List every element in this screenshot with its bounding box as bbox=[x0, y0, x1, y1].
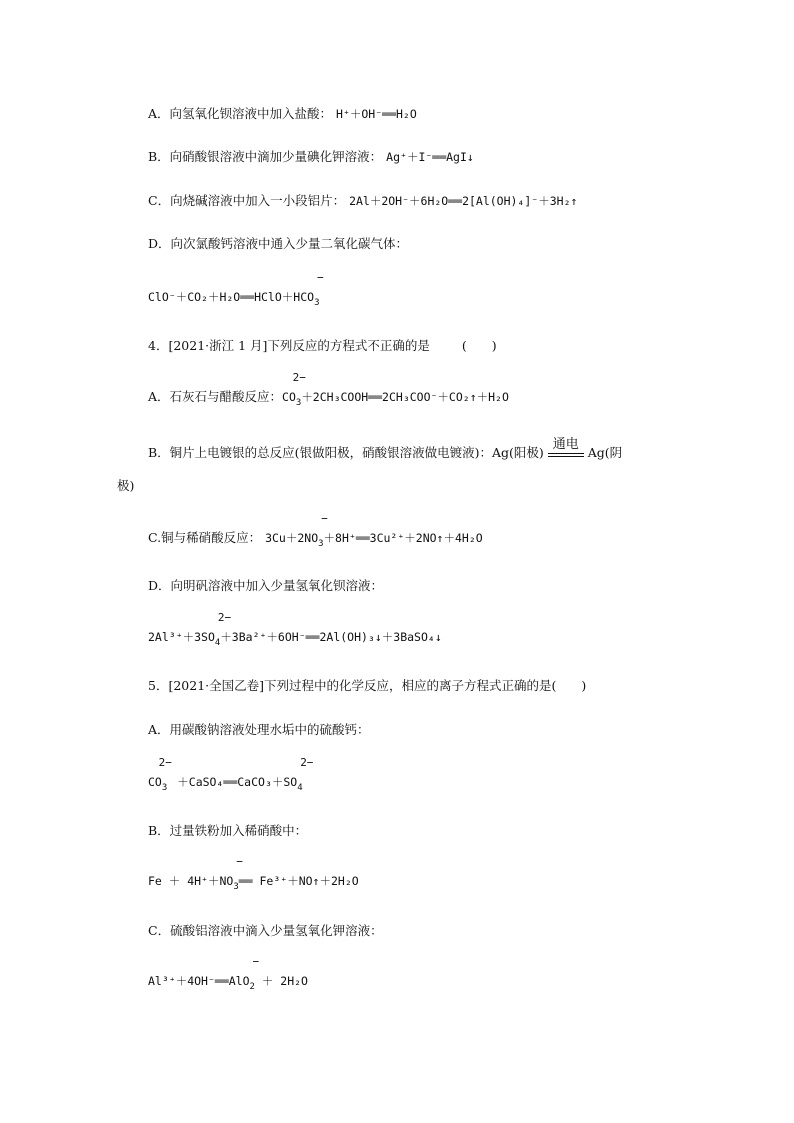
q5-c-charge: − bbox=[252, 955, 260, 968]
q4-d-eq2: ＋3Ba²⁺＋6OH⁻══2Al(OH)₃↓＋3BaSO₄↓ bbox=[220, 630, 442, 644]
option-a-equation: H⁺＋OH⁻══H₂O bbox=[336, 107, 417, 121]
option-d-line bbox=[148, 234, 408, 254]
q5-a-label: A．用碳酸钠溶液处理水垢中的硫酸钙： bbox=[148, 722, 370, 737]
q5-b-subscript: 3 bbox=[233, 882, 239, 892]
q4-c-label: C.铜与稀硝酸反应： bbox=[148, 530, 262, 545]
q5-a-subscript: 3 bbox=[161, 783, 168, 793]
q4-d-so4-ion bbox=[214, 611, 232, 649]
q4-c-eq2: ＋8H⁺══3Cu²⁺＋2NO↑＋4H₂O bbox=[323, 531, 483, 545]
q4-option-a bbox=[148, 371, 509, 409]
q5-option-c bbox=[148, 921, 383, 941]
q4-stem: 4．[2021·浙江 1 月]下列反应的方程式不正确的是 bbox=[148, 338, 430, 353]
q5-a-charge: 2− bbox=[158, 756, 172, 769]
q4-option-b-cont bbox=[117, 476, 134, 496]
q4-option-d bbox=[148, 576, 383, 596]
q4-c-no3-ion bbox=[318, 512, 328, 550]
q5-option-b-equation bbox=[148, 855, 359, 893]
option-b-label: B．向硝酸银溶液中滴加少量碘化钾溶液： bbox=[148, 149, 383, 164]
q5-a-co: CO bbox=[148, 775, 162, 789]
q5-c-alo2-ion bbox=[249, 955, 260, 993]
q4-stem-line bbox=[148, 336, 497, 356]
q5-b-charge: − bbox=[236, 855, 243, 868]
q5-a-co3-ion bbox=[148, 756, 172, 794]
hco3-ion bbox=[314, 271, 324, 309]
q5-stem: 5．[2021·全国乙卷]下列过程中的化学反应，相应的离子方程式正确的是( ) bbox=[148, 678, 587, 693]
q5-a-charge2: 2− bbox=[300, 756, 314, 769]
q4-b-continuation: 极) bbox=[117, 478, 135, 493]
q5-option-c-equation bbox=[148, 955, 308, 993]
q5-b-label: B．过量铁粉加入稀硝酸中： bbox=[148, 823, 308, 838]
q5-c-eq1: Al³⁺＋4OH⁻══AlO bbox=[148, 974, 250, 988]
q5-c-eq2: ＋ 2H₂O bbox=[254, 974, 308, 988]
option-a-line bbox=[148, 104, 417, 124]
q5-a-so4-ion bbox=[297, 756, 314, 794]
q4-a-co3-ion bbox=[282, 371, 306, 409]
q5-c-subscript: 2 bbox=[249, 982, 255, 992]
q4-d-charge: 2− bbox=[217, 611, 232, 624]
q4-d-subscript: 4 bbox=[214, 638, 221, 648]
q4-c-subscript: 3 bbox=[318, 539, 324, 549]
q4-answer-paren: ( ) bbox=[461, 338, 497, 353]
q4-b-label: B．铜片上电镀银的总反应(银做阳极，硝酸银溶液做电镀液)：Ag(阳极) bbox=[148, 445, 544, 460]
option-c-equation: 2Al＋2OH⁻＋6H₂O══2[Al(OH)₄]⁻＋3H₂↑ bbox=[349, 194, 578, 208]
q5-b-no3-ion bbox=[233, 855, 243, 893]
option-b-line bbox=[148, 147, 474, 167]
electrolysis-condition bbox=[548, 437, 584, 457]
q4-option-d-equation bbox=[148, 611, 442, 649]
hco3-charge: − bbox=[317, 271, 324, 284]
q5-option-b bbox=[148, 821, 307, 841]
q4-a-subscript: 3 bbox=[295, 398, 302, 408]
q4-d-eq1: 2Al³⁺＋3SO bbox=[148, 630, 215, 644]
option-c-label: C．向烧碱溶液中加入一小段铝片： bbox=[148, 193, 346, 208]
q4-c-charge: − bbox=[321, 512, 328, 525]
option-c-line bbox=[148, 191, 577, 211]
q5-a-mid: ＋CaSO₄══CaCO₃＋SO bbox=[177, 775, 298, 789]
q5-option-a bbox=[148, 720, 370, 740]
option-b-equation: Ag⁺＋I⁻══AgI↓ bbox=[386, 150, 474, 164]
option-d-equation bbox=[148, 271, 324, 309]
q4-a-charge: 2− bbox=[292, 371, 306, 384]
q4-option-b bbox=[148, 437, 623, 463]
q5-a-subscript2: 4 bbox=[297, 783, 303, 793]
q5-option-a-equation bbox=[148, 756, 314, 794]
condition-text: 通电 bbox=[552, 437, 579, 452]
q4-option-c bbox=[148, 512, 483, 550]
q4-c-eq1: 3Cu＋2NO bbox=[265, 531, 319, 545]
q5-b-eq2: ══ Fe³⁺＋NO↑＋2H₂O bbox=[238, 874, 359, 888]
option-a-label: A．向氢氧化钡溶液中加入盐酸： bbox=[148, 106, 333, 121]
q4-d-label: D．向明矾溶液中加入少量氢氧化钡溶液： bbox=[148, 578, 384, 593]
q5-c-label: C．硫酸铝溶液中滴入少量氢氧化钾溶液： bbox=[148, 923, 383, 938]
q4-a-label: A．石灰石与醋酸反应： bbox=[148, 389, 283, 404]
q4-b-rest: Ag(阴 bbox=[587, 445, 623, 460]
q5-stem-line bbox=[148, 676, 586, 696]
q5-b-eq1: Fe ＋ 4H⁺＋NO bbox=[148, 874, 234, 888]
q4-a-co: CO bbox=[282, 390, 296, 404]
eq-d-part: ClO⁻＋CO₂＋H₂O══HClO＋HCO bbox=[148, 290, 315, 304]
q4-a-rest: ＋2CH₃COOH══2CH₃COO⁻＋CO₂↑＋H₂O bbox=[301, 390, 509, 404]
hco3-subscript: 3 bbox=[314, 298, 320, 308]
option-d-label: D．向次氯酸钙溶液中通入少量二氧化碳气体： bbox=[148, 236, 409, 251]
